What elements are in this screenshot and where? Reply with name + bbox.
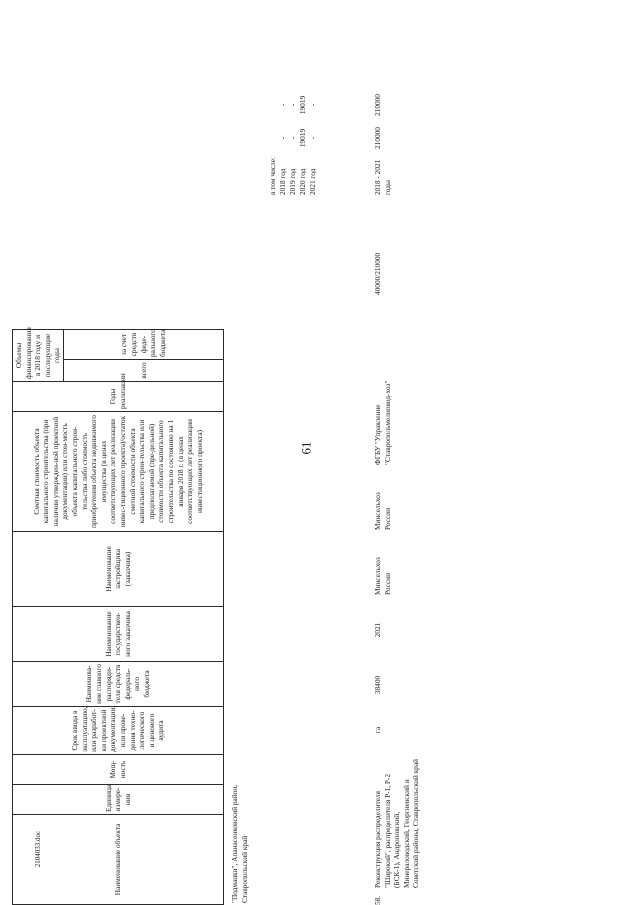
header-commission: Срок ввода в эксплуатацию, или разработ-ки проектной документации, или прове-дения техно-логического и ценового аудита	[13, 707, 224, 755]
header-years: Годы реализации	[13, 382, 224, 412]
unit-value: га	[372, 726, 382, 734]
header-federal: за счет средств феде-рального бюджета	[63, 329, 223, 359]
commission-date: 2021	[372, 622, 382, 638]
developer-value: ФГБУ "Управление "Ставропольмелиовод-хоз"	[372, 380, 392, 465]
header-customer: Наименование государствен-ного заказчика	[13, 607, 224, 662]
federal-value: -	[277, 103, 287, 107]
footer-file-code: 2104033.doc	[34, 830, 42, 868]
total-value: -	[277, 136, 287, 140]
prev-row-name: "Подманки", Апанасенковский район, Ставропольский край	[229, 784, 249, 903]
header-capacity: Мощ-ность	[13, 755, 224, 785]
cost-value: 40000/210000	[372, 252, 382, 295]
year-item: 2018 год	[277, 168, 287, 195]
total-value: -	[287, 136, 297, 140]
years-breakdown	[268, 155, 318, 195]
federal-value: 19019	[297, 95, 307, 115]
header-financing: Объемы финансирования в 2018 году и последующие годы	[13, 329, 64, 381]
years-range: 2018 - 2021 годы	[372, 159, 392, 195]
year-item: 2019 год	[287, 168, 297, 195]
year-item: 2020 год	[297, 168, 307, 195]
header-name: Наименование объекта	[13, 815, 224, 905]
header-cost: Сметная стоимость объекта капитального строительства (при наличии утвержден-ной проектной документации) или стои-мость объекта капитального строи-тельства либо стоимость приобретения объекта недвижимого имущества (в ценах соответствующих лет реализации инвес-тиционного проекта)/остаток сметной стоимости объекта капитального строи-тельства или предполагаемой (пре-дельной) стоимости объекта капитального строительства по состоянию на 1 января 2018 г. (в ценах соответствующих лет реализации инвестиционного проекта)	[13, 412, 224, 532]
years-label: в том числе:	[267, 156, 277, 195]
page-number: 61	[298, 441, 314, 455]
federal-value: -	[307, 103, 317, 107]
year-item: 2021 год	[307, 168, 317, 195]
years-federal-values	[268, 90, 318, 120]
row-number: 58.	[372, 895, 382, 905]
grbs-value: Минсельхоз России	[372, 557, 392, 595]
customer-value: Минсельхоз России	[372, 492, 392, 530]
total-value: -	[307, 136, 317, 140]
federal-value: -	[287, 103, 297, 107]
total-value: 19019	[297, 128, 307, 148]
object-name: Реконструкция распределителя "Широкий", распределителя Р-1, Р-2 (БСК-1), Андроповский, Минераловодский, Георгиевский и Советский районы, Ставропольский край	[372, 759, 421, 888]
total-sum: 210000	[372, 127, 382, 149]
years-total-values	[268, 123, 318, 153]
rotated-table-area	[12, 25, 421, 905]
data-area	[228, 25, 448, 905]
federal-sum: 210000	[372, 94, 382, 116]
header-grbs: Наименова-ние главного распоряди-теля средств федераль-ного бюджета	[13, 662, 224, 707]
header-unit: Единица измере-ния	[13, 785, 224, 815]
header-table	[12, 329, 224, 905]
capacity-value: 38400	[372, 675, 382, 695]
header-developer: Наименование застройщика (заказчика)	[13, 532, 224, 607]
header-total: всего	[63, 360, 223, 382]
